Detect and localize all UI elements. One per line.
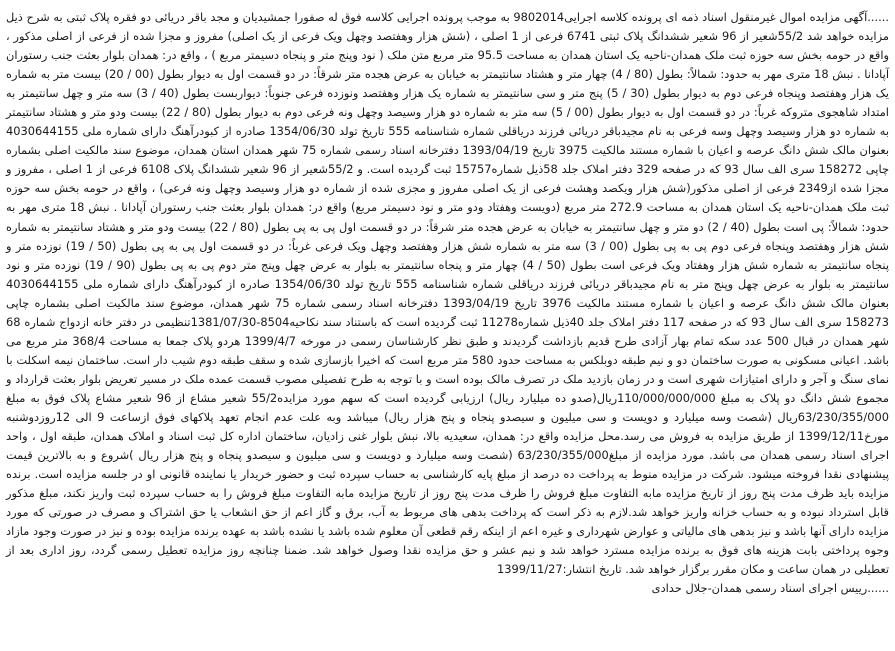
auction-notice — [6, 8, 889, 648]
notice-body: ......آگهی مزایده اموال غیرمنقول اسناد ذمه ای پرونده کلاسه اجرایی9802014 به موجب پرونده اجرایی کلاسه فوق له صفورا جمشیدیان و مجد باقر دریائی دو فقره پلاک ثبتی به شرح ذیل مزایده خواهد شد 55/2شعیر از 96 شعیر ششدانگ پلاک ثبتی 6741 فرعی از 1 اصلی ، (شش هزار وهفتصد وچهل ویک فرعی از یک اصلی) مفروز و مجزا شده از فرعی از اصلی مذکور ، واقع در حومه بخش سه حوزه ثبت ملک همدان-ناحیه یک استان همدان به مساحت 95.5 متر مربع متن ملک ( نود وپنج متر و پنجاه دسیمتر مربع ) ، واقع در: همدان بلوار بعثت جنب رستوران آپادانا . نبش 18 متری مهر به حدود: شمالاً: بطول (80 / 4) چهار متر و هشتاد سانتیمتر به خیابان به عرض هجده متر شرقاً: در دو قسمت اول به دیوار بطول (00 / 20) بیست متر به شماره یک هزار وهفتصد وپنجاه فرعی دوم به دیوار بطول (30 / 5) پنج متر و سی سانتیمتر به شماره یک هزار وهفتصد ونوزده فرعی جنوباً: دیواربست بطول (40 / 3) سه متر و چهل سانتیمتر به امتداد شاهجوی متروکه غرباً: در دو قسمت اول به دیوار بطول (00 / 5) سه متر به شماره دو هزار وسیصد وچهل ونه فرعی دوم به دیوار بطول (80 / 22) بیست ودو متر و هشتاد سانتیمتر به شماره دو هزار وسیصد وچهل وسه فرعی به نام مجیدباقر دریائی فرزند دریاقلی شماره شناسنامه 555 تاریخ تولد 1354/06/30 صادره از کبودرآهنگ دارای شماره ملی 4030644155 بعنوان مالک شش دانگ عرصه و اعیان با شماره مستند مالکیت 3975 تاریخ 1393/04/19 دفترخانه اسناد رسمی شماره 75 شهر همدان استان همدان، موضوع سند مالکیت اصلی بشماره چاپی 158272 سری الف سال 93 که در صفحه 329 دفتر املاک جلد 58ذیل شماره15757 ثبت گردیده است. و 55/2شعیر از 96 شعیر ششدانگ پلاک 6108 فرعی از 1 اصلی ، مفروز و مجزا شده از2349 فرعی از اصلی مذکور(شش هزار ویکصد وهشت فرعی از یک اصلی مفروز و مجزی شده از شماره دو هزار وسیصد وچهل ونه فرعی) ، واقع در حومه بخش سه حوزه ثبت ملک همدان-ناحیه یک استان همدان به مساحت 272.9 متر مربع (دویست وهفتاد ودو متر و نود دسیمتر مربع) واقع در: همدان بلوار بعثت جنب رستوران آپادانا . نبش 18 متری مهر به حدود: شمالاً: پی است بطول (40 / 2) دو متر و چهل سانتیمتر به خیابان به عرض هجده متر شرقاً: در دو قسمت اول پی به پی بطول (80 / 22) بیست ودو متر و هشتاد سانتیمتر به شماره شش هزار وهفتصد وپنجاه فرعی دوم پی به پی بطول (00 / 3) سه متر به شماره شش هزار وهفتصد وچهل ویک فرعی غرباً: در دو قسمت اول پی به پی بطول (50 / 19) نوزده متر و پنجاه سانتیمتر به شماره شش هزار وهفتاد ویک فرعی است بطول (50 / 4) چهار متر و پنجاه سانتیمتر به بلوار به عرض چهل وپنج متر دوم پی به پی بطول (90 / 19) نوزده متر و نود سانتیمتر به بلوار به عرض چهل وپنج متر به نام مجیدباقر دریائی فرزند دریاقلی شماره شناسنامه 555 تاریخ تولد 1354/06/30 صادره از کبودرآهنگ دارای شماره ملی 4030644155 بعنوان مالک شش دانگ عرصه و اعیان با شماره مستند مالکیت 3976 تاریخ 1393/04/19 دفترخانه اسناد رسمی شماره 75 شهر همدان، موضوع سند مالکیت اصلی بشماره چاپی 158273 سری الف سال 93 که در صفحه 117 دفتر املاک جلد 40ذیل شماره11278 ثبت گردیده است که باستناد سند نکاحیه8504-1381/07/30تنظیمی در دفتر خانه ازدواج شماره 68 شهر همدان در قبال 500 عدد سکه تمام بهار آزادی طرح قدیم بازداشت گردیدند و طبق نظر کارشناسان رسمی در مورخه 1399/4/7 هردو پلاک جمعا به مساحت 368/4 متر مربع می باشد. اعیانی مسکونی به صورت ساختمان دو و نیم طبقه دوبلکس به مساحت حدود 580 متر مربع است که اخیرا بازسازی شده و سقف طبقه دوم شیب دار است. ساختمان نیمه اسکلت با نمای سنگ و آجر و دارای امتیازات شهری است و در زمان بازدید ملک در تصرف مالک بوده است و با توجه به طرح تفصیلی مصوب قسمت عمده ملک در مسیر تعریض بلوار بعثت قرارداد و مجموع شش دانگ دو پلاک به مبلغ 110/000/000/000ریال(صدو ده میلیارد ریال) ارزیابی گردیده است که سهم مورد مزایده55/2 شعیر مشاع از 96 شعیر مشاع پلاک فوق به مبلغ 63/230/355/000ریال (شصت وسه میلیارد و دویست و سی میلیون و سیصدو پنجاه و پنج هزار ریال) میباشد وبه علت عدم انجام تعهد پلاکهای فوق ازساعت 9 الی 12روزدوشنبه مورخ1399/12/11 از طریق مزایده به فروش می رسد.محل مزایده واقع در: همدان، سعیدیه بالا، نبش بلوار غنی زادیان، ساختمان اداره کل ثبت اسناد و املاک همدان، طبقه اول ، واحد اجرای اسناد رسمی همدان می باشد. مورد مزایده از مبلغ63/230/355/000 (شصت وسه میلیارد و دویست و سی میلیون و سیصدو پنجاه و پنج هزار ریال )شروع و به بالاترین قیمت پیشنهادی نقدا فروخته میشود. شرکت در مزایده منوط به پرداخت ده درصد از مبلغ پایه کارشناسی به حساب سپرده ثبت و حضور خریدار یا نماینده قانونی او در جلسه مزایده است. برنده مزایده باید ظرف مدت پنج روز از تاریخ مزایده مابه التفاوت مبلغ فروش را ظرف مدت پنج روز از تاریخ مزایده مابه التفاوت مبلغ فروش را به حساب سپرده ثبت واریز نکند، مبلغ مذکور قابل استرداد نبوده و به حساب خزانه واریز خواهد شد.لازم به ذکر است که پرداخت بدهی های مربوط به آب، برق و گاز اعم از حق انشعاب یا حق اشتراک و مصرف در صورتی که مورد مزایده دارای آنها باشد و نیز بدهی های مالیاتی و عوارض شهرداری و غیره اعم از اینکه رقم قطعی آن معلوم شده باشد یا نشده باشد به عهده برنده مزایده بوده و نیز در صورت وجود مازاد وجوه پرداختی بابت هزینه های فوق به برنده مزایده مسترد خواهد شد و نیم عشر و حق مزایده نقدا وصول خواهد شد. ضمنا چنانچه روز مزایده تعطیل رسمی گردد، روز اداری بعد از تعطیلی در همان ساعت و مکان مقرر برگزار خواهد شد. تاریخ انتشار:1399/11/27 — [6, 10, 890, 577]
notice-signature: ......رییس اجرای اسناد رسمی همدان-جلال حدادی — [651, 581, 889, 596]
